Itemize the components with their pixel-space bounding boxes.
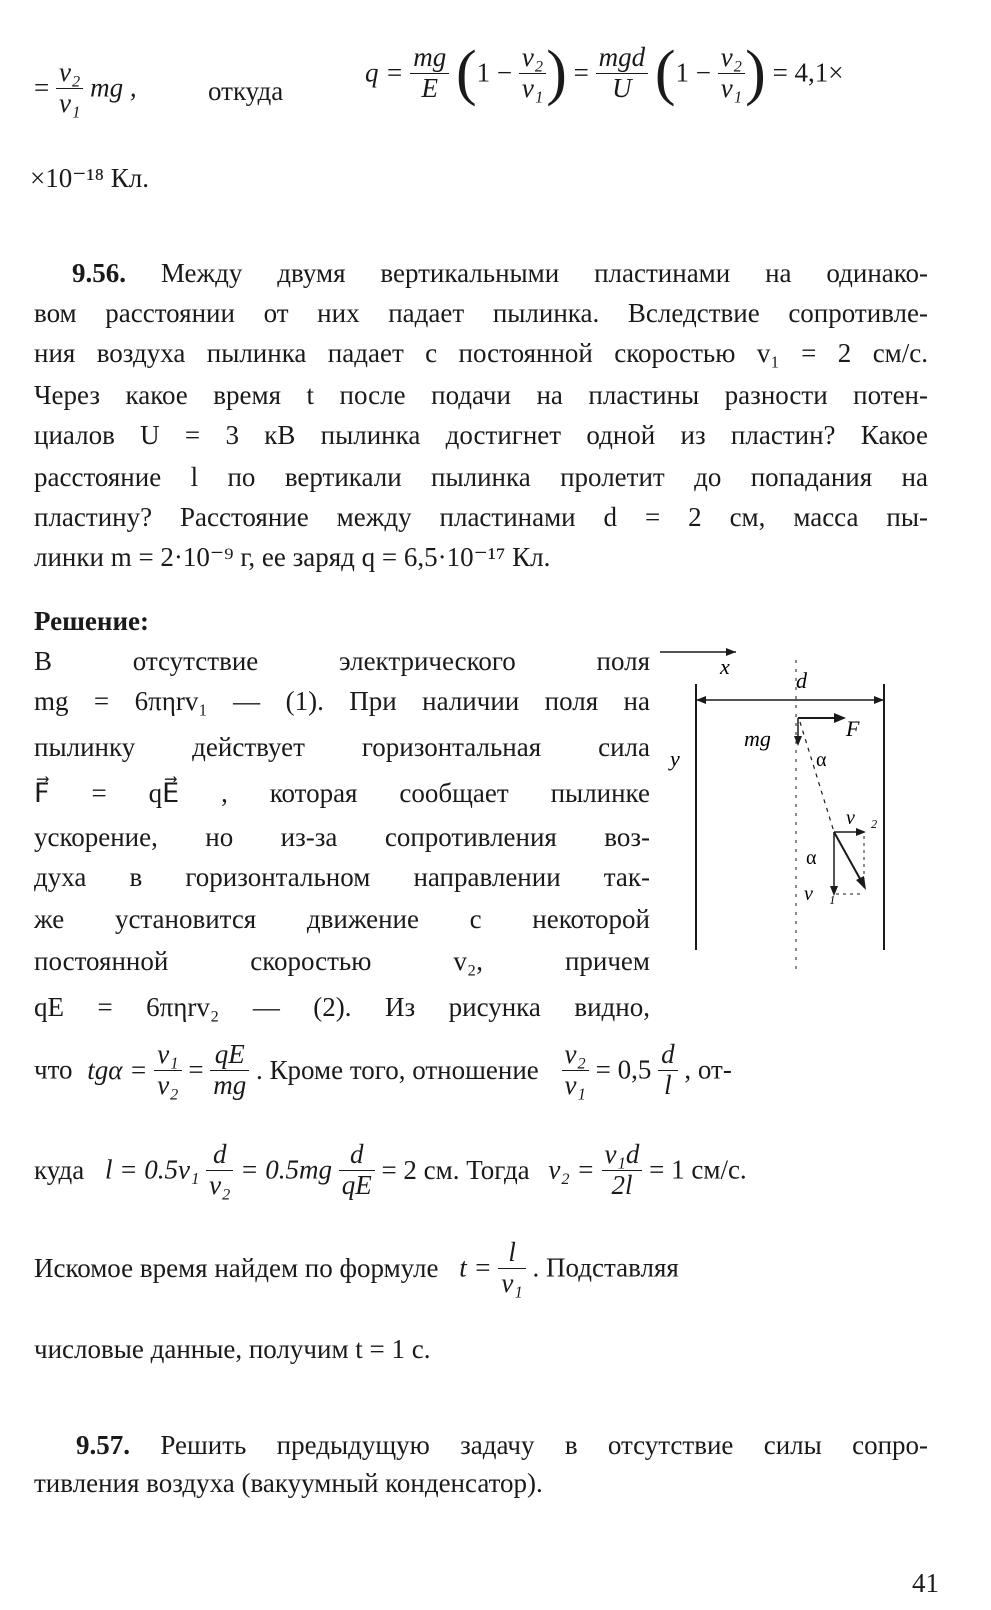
tg-line: что tgα = $\frac{\text{v₁}}{\text{v₂}}$ = $\frac{qE}{mg}$ . Кроме того, отношение $\frac{\text{v₂}}{\text{v₁}}$ = 0,5 $\frac{d}{l}$ , от- [34, 1039, 732, 1100]
d-arrow-icon [874, 696, 884, 704]
frac-mgd-U: $\frac{\text{mgd}}{U}$ [596, 43, 649, 103]
result-continuation: ×10⁻¹⁸ Кл. [30, 163, 149, 193]
frac-v1d-2l: $\frac{\text{v₁d}}{2l}$ [602, 1140, 643, 1200]
solution-line-2: mg = 6πηrv₁ — (1). При наличии поля на [34, 686, 650, 716]
force-diagram [650, 640, 910, 980]
x-label: x [720, 654, 730, 679]
y-label: y [670, 746, 680, 771]
problem-957-line-1: 9.57. Решить предыдущую задачу в отсутствие силы сопро- [76, 1430, 929, 1460]
solution-heading: Решение: [34, 606, 149, 636]
v1-label: v⃗₁ [804, 883, 836, 905]
frac-mg-E: $\frac{mg}{E}$ [410, 43, 449, 103]
q-formula: q = $\frac{mg}{E}$ (1 − $\frac{\text{v₂}}{\text{v₁}}$ ) = $\frac{\text{mgd}}{U}$ (1 − $\frac{\text{v₂}}{\text{v₁}}$ ) = 4,1× [365, 39, 844, 107]
frac-d-qE: $\frac{d}{qE}$ [339, 1140, 375, 1200]
problem-line-4: Через какое время t после подачи на пластины разности потен- [34, 380, 928, 410]
solution-line-4: F⃗ = qE⃗ , которая сообщает пылинке [34, 778, 650, 808]
alpha-bottom: α [806, 847, 817, 869]
frac-qE-mg: $\frac{qE}{mg}$ [210, 1040, 249, 1100]
problem-957-line-2: тивления воздуха (вакуумный конденсатор). [34, 1468, 543, 1498]
velocity-resultant [834, 832, 864, 886]
frac-v2-v1-a: $\frac{\text{v₂}}{\text{v₁}}$ [519, 43, 546, 103]
solution-line-7: же установится движение с некоторой [34, 904, 650, 934]
page-number: 41 [912, 1568, 939, 1598]
F-arrow-icon [834, 713, 846, 723]
frac-l-v1: $\frac{l}{\text{v₁}}$ [498, 1238, 525, 1298]
problem-line-1: 9.56. Между двумя вертикальными пластинами на одинако- [72, 258, 928, 288]
problem-line-6: расстояние l по вертикали пылинка пролетит до попадания на [34, 462, 928, 492]
d-label: d [796, 668, 807, 693]
problem-line-7: пластину? Расстояние между пластинами d = 2 см, масса пы- [34, 502, 928, 532]
solution-line-5: ускорение, но из-за сопротивления воз- [34, 822, 650, 852]
frac-v2-v1-b: $\frac{\text{v₂}}{\text{v₁}}$ [718, 43, 745, 103]
problem-line-8: линки m = 2·10⁻⁹ г, ее заряд q = 6,5·10⁻¹⁷ Кл. [34, 542, 551, 572]
v2-arrow-icon [856, 828, 866, 836]
l-line: куда l = 0.5v₁ $\frac{d}{\text{v₂}}$ = 0.5mg $\frac{d}{qE}$ = 2 см. Тогда v₂ = $\frac{\text{v₁d}}{2l}$ = 1 см/с. [34, 1139, 747, 1200]
t-line: Искомое время найдем по формуле t = $\frac{l}{\text{v₁}}$ . Подставляя [34, 1237, 679, 1298]
mg-arrow-icon [794, 736, 802, 746]
lead-fraction: $\frac{\text{v₂}}{\text{v₁}}$ [56, 58, 83, 118]
final-answer: числовые данные, получим t = 1 с. [34, 1334, 431, 1364]
frac-d-v2: $\frac{d}{\text{v₂}}$ [206, 1140, 233, 1200]
frac-v2-v1: $\frac{\text{v₂}}{\text{v₁}}$ [562, 1040, 589, 1100]
solution-line-8: постоянной скоростью v₂, причем [34, 946, 650, 976]
d-arrow-left-icon [696, 696, 706, 704]
problem-line-3: ния воздуха пылинка падает с постоянной скоростью v₁ = 2 см/с. [34, 338, 928, 368]
solution-line-6: духа в горизонтальном направлении так- [34, 862, 650, 892]
frac-v1-v2: $\frac{\text{v₁}}{\text{v₂}}$ [154, 1040, 181, 1100]
mg-label: mg⃗ [744, 726, 788, 751]
F-label: F⃗ [846, 716, 877, 741]
word-otkuda: откуда [208, 76, 284, 106]
solution-line-1: В отсутствие электрического поля [34, 646, 650, 676]
solution-line-9: qE = 6πηrv₂ — (2). Из рисунка видно, [34, 992, 650, 1022]
solution-line-3: пылинку действует горизонтальная сила [34, 732, 650, 762]
alpha-top: α [816, 749, 827, 771]
v2-label: v⃗₂ [846, 807, 878, 829]
frac-d-l: $\frac{d}{l}$ [658, 1040, 678, 1100]
top-formula: = $\frac{\text{v₂}}{\text{v₁}}$ mg , [34, 57, 137, 118]
problem-line-2: вом расстоянии от них падает пылинка. Вследствие сопротивле- [34, 298, 928, 328]
trajectory [800, 722, 834, 832]
problem-line-5: циалов U = 3 кВ пылинка достигнет одной из пластин? Какое [34, 420, 928, 450]
